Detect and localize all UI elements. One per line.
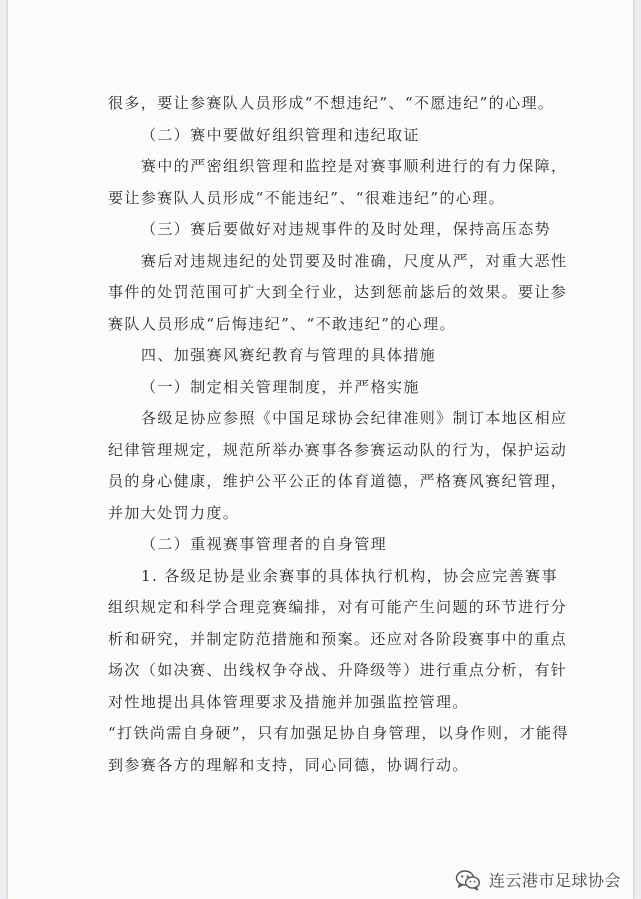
- paragraph: 1. 各级足协是业余赛事的具体执行机构，协会应完善赛事组织规定和科学合理竞赛编排，对有可能产生问题的环节进行分析和研究，并制定防范措施和预案。还应对各阶段赛事中的重点场次（如决赛、出线权争夺战、升降级等）进行重点分析，有针对性地提出具体管理要求及措施并加强监控管理。: [108, 566, 568, 711]
- document-body: [108, 88, 570, 781]
- section-heading: （二）赛中要做好组织管理和违纪取证: [141, 125, 420, 144]
- wechat-icon: [455, 869, 481, 891]
- paragraph-continuation: 很多，要让参赛队人员形成“不想违纪”、“不愿违纪”的心理。: [108, 94, 555, 112]
- section-heading: （二）重视赛事管理者的自身管理: [141, 535, 388, 553]
- paragraph-continuation: “打铁尚需自身硬”，只有加强足协自身管理，以身作则，才能得到参赛各方的理解和支持，同心同德，协调行动。: [108, 724, 569, 774]
- chapter-heading: 四、加强赛风赛纪教育与管理的具体措施: [141, 346, 437, 364]
- section-heading: （三）赛后要做好对违规事件的及时处理，保持高压态势: [141, 220, 552, 238]
- watermark-text: 连云港市足球协会: [488, 871, 621, 890]
- paragraph: 赛中的严密组织管理和监控是对赛事顺利进行的有力保障，要让参赛队人员形成“不能违纪”、“很难违纪”的心理。: [108, 157, 568, 207]
- account-watermark: [455, 868, 621, 891]
- document-page: [8, 0, 633, 899]
- paragraph: 各级足协应参照《中国足球协会纪律准则》制订本地区相应纪律管理规定，规范所举办赛事各参赛运动队的行为，保护运动员的身心健康，维护公平公正的体育道德，严格赛风赛纪管理，并加大处罚力度。: [108, 409, 568, 522]
- paragraph: 赛后对违规违纪的处罚要及时准确，尺度从严，对重大恶性事件的处罚范围可扩大到全行业，达到惩前毖后的效果。要让参赛队人员形成“后悔违纪”、“不敢违纪”的心理。: [108, 251, 568, 333]
- section-heading: （一）制定相关管理制度，并严格实施: [141, 377, 420, 396]
